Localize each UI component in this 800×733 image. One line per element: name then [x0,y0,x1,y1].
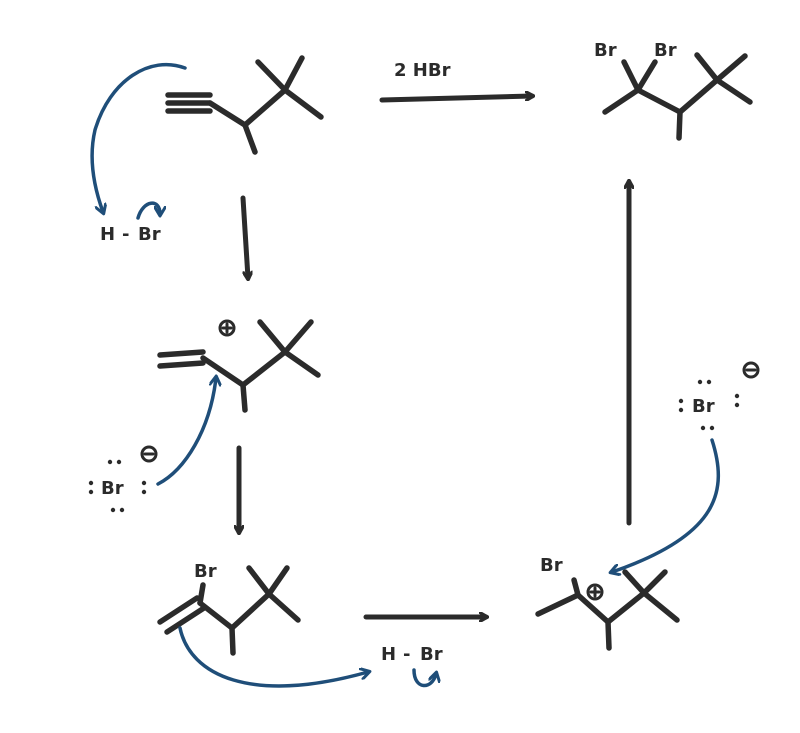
hbr-2-br: Br [420,644,443,665]
hbr-2-dash: - [403,644,411,665]
curly-arrow-hbr-bond-2 [414,670,436,686]
positive-charge-1 [220,321,234,335]
alkyne-molecule [168,58,321,152]
bromo-cation-molecule [538,572,677,648]
vinyl-bromide-molecule [160,568,298,653]
bromide-1-label: Br [101,478,124,499]
reaction-arrow-overall [382,96,532,100]
positive-charge-2 [588,585,602,599]
bromide-2-label: Br [692,396,715,417]
vinyl-cation-molecule [160,322,318,410]
bromide-ion-1 [89,447,156,512]
curly-arrow-bromide-to-cation [158,378,216,484]
arrow-step-1 [243,198,248,278]
hbr-reagent-2 [381,644,443,665]
curly-arrow-hbr-bond-1 [138,203,160,218]
hbr-1-br: Br [138,224,161,245]
hbr-reagent-1 [100,224,161,245]
vinyl-bromide-br-label: Br [194,561,217,582]
curly-arrow-alkyne-to-h [92,65,185,212]
product-br-label-2: Br [654,40,677,61]
hbr-2-h: H [381,644,397,665]
product-br-label-1: Br [594,40,617,61]
bromo-cation-br-label: Br [540,555,563,576]
hbr-1-h: H [100,224,116,245]
hbr-1-dash: - [122,224,130,245]
product-molecule [605,55,750,138]
reagent-label: 2 HBr [394,60,451,81]
bromide-ion-2 [679,363,758,430]
curly-arrow-alkene-to-h [180,628,368,686]
